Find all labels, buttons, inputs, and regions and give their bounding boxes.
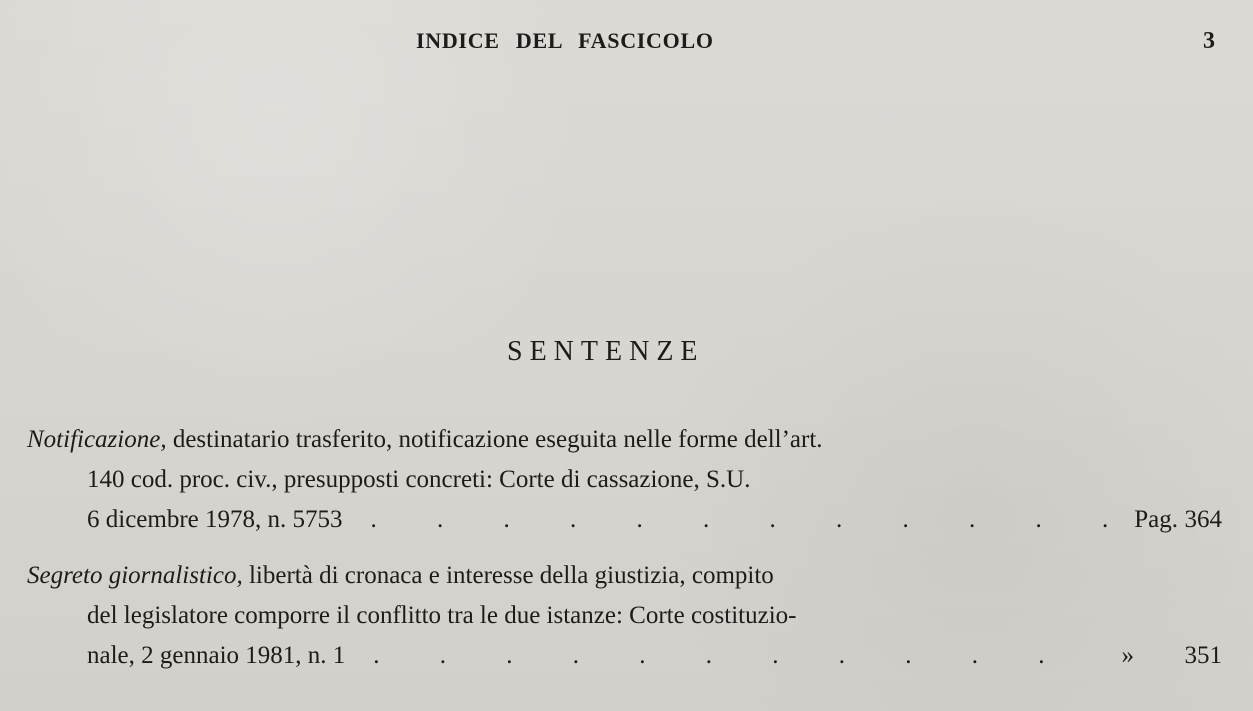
page-reference-number: 364 <box>1184 506 1222 533</box>
entry-line-2 <box>27 460 1222 500</box>
entry-citation: nale, 2 gennaio 1981, n. 1 <box>87 642 346 669</box>
entry-description: libertà di cronaca e interesse della giustizia, compito <box>242 562 774 589</box>
entry-line-3 <box>27 636 1222 676</box>
dot-leader: . . . . . . . . . . . . <box>370 506 1136 533</box>
entry-line-1 <box>27 556 1222 596</box>
page-reference <box>1122 636 1223 676</box>
page-reference-number: 351 <box>1184 642 1222 669</box>
page-reference <box>1134 500 1222 540</box>
entry-description: del legislatore comporre il conflitto tra le due istanze: Corte costituzio- <box>87 602 797 629</box>
page-number: 3 <box>1203 28 1215 54</box>
ditto-mark: » <box>1121 642 1134 669</box>
entry-citation: 6 dicembre 1978, n. 5753 <box>87 506 343 533</box>
dot-leader: . . . . . . . . . . . <box>373 642 1072 669</box>
index-entry-notificazione <box>27 420 1222 540</box>
running-head: INDICE DEL FASCICOLO <box>416 28 714 53</box>
entry-description: destinatario trasferito, notificazione eseguita nelle forme dell’art. <box>166 426 823 453</box>
index-entry-segreto-giornalistico <box>27 556 1222 676</box>
entry-term: Notificazione, <box>27 426 167 453</box>
entry-description: 140 cod. proc. civ., presupposti concreti: Corte di cassazione, S.U. <box>87 466 751 493</box>
entry-line-1 <box>27 420 1222 460</box>
entry-line-2 <box>27 596 1222 636</box>
section-title: SENTENZE <box>507 336 705 367</box>
entry-line-3 <box>27 500 1222 540</box>
entry-term: Segreto giornalistico, <box>27 562 243 589</box>
page-prefix: Pag. <box>1134 506 1178 533</box>
